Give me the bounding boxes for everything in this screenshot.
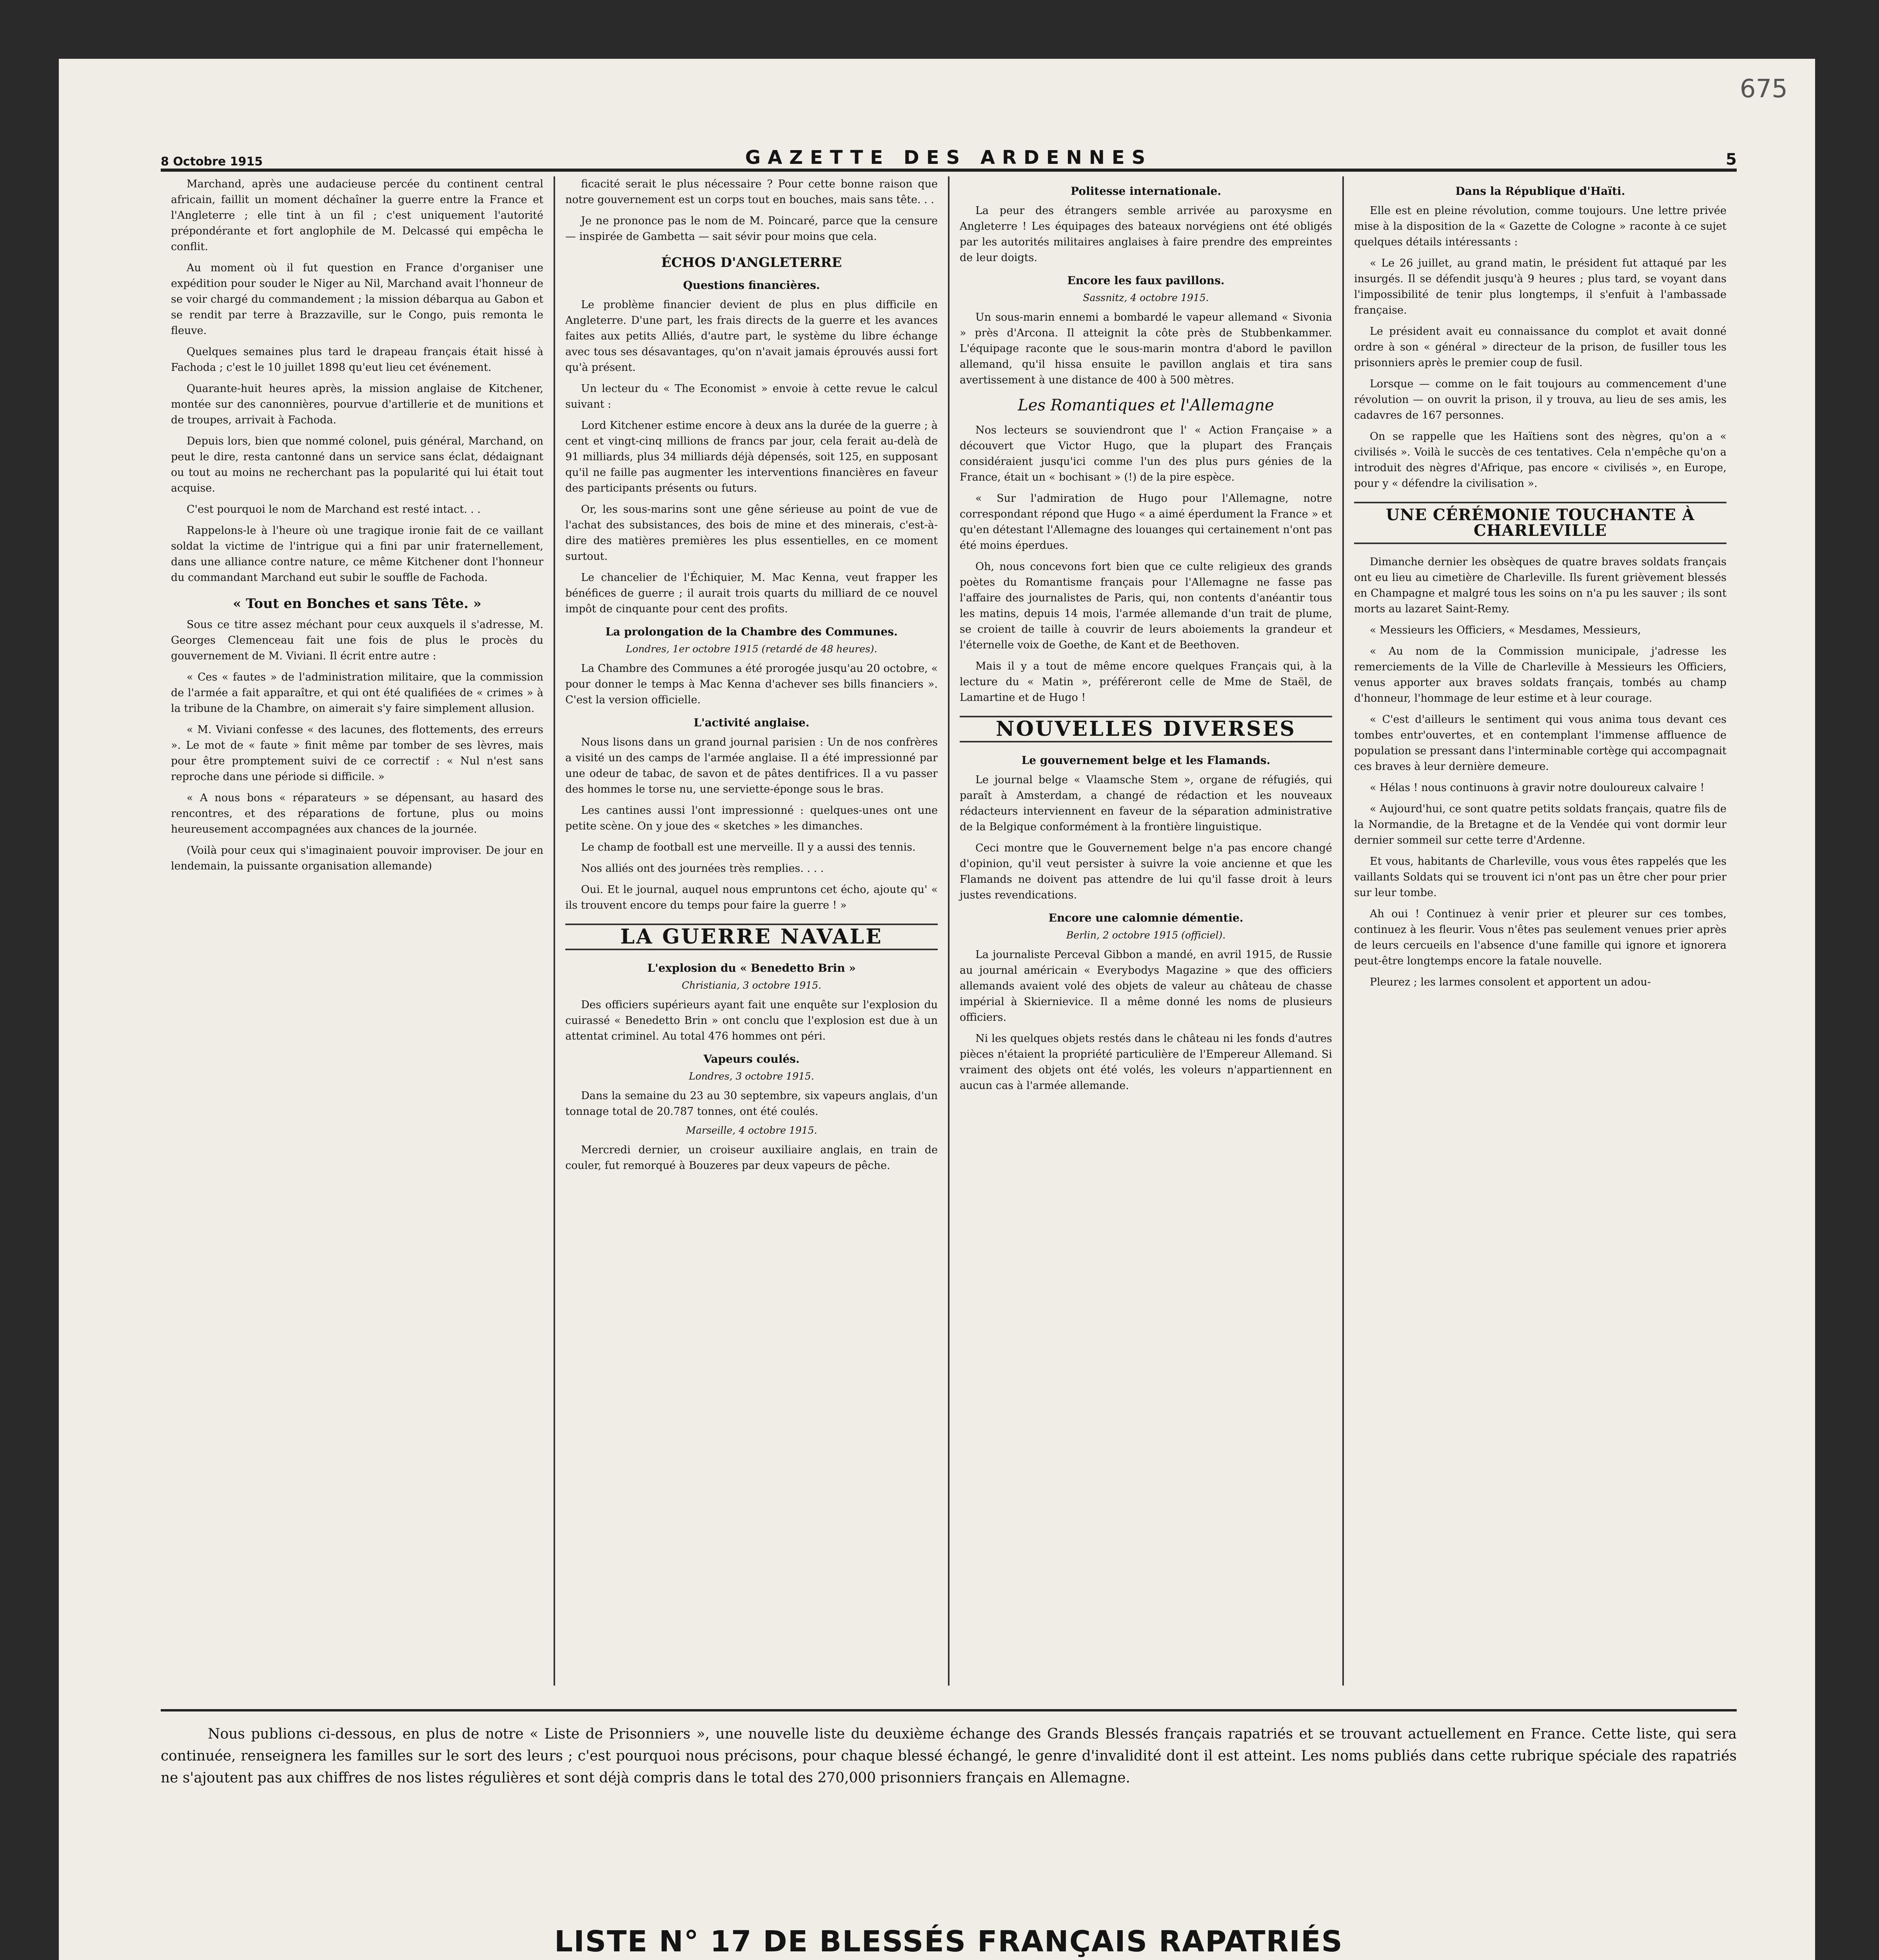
paragraph: Marchand, après une audacieuse percée du continent central africain, faillit un moment déchaîner la guerre entre la France et l'Angleterre ; elle tint à un fil ; c'est uniquement l'autorité prépondérante et fort anglophile de M. Delcassé qui empêcha le conflit. xyxy=(171,178,543,253)
paragraph: Depuis lors, bien que nommé colonel, puis général, Marchand, on peut le dire, resta cantonné dans un service sans éclat, dédaignant ou tout au moins ne recherchant pas la popularité qui lui était tout acquise. xyxy=(171,435,543,494)
paragraph: « Messieurs les Officiers, « Mesdames, Messieurs, xyxy=(1370,624,1641,636)
paragraph: Pleurez ; les larmes consolent et apportent un adou- xyxy=(1370,976,1651,988)
section-banner: NOUVELLES DIVERSES xyxy=(960,716,1332,742)
dateline: Christiania, 3 octobre 1915. xyxy=(681,980,822,991)
dateline: Londres, 3 octobre 1915. xyxy=(689,1071,814,1082)
paragraph: Quarante-huit heures après, la mission anglaise de Kitchener, montée sur des canonnières, pourvue d'artillerie et de munitions et de troupes, arrivait à Fachoda. xyxy=(171,383,543,426)
paragraph: Lord Kitchener estime encore à deux ans la durée de la guerre ; à cent et vingt-cinq millions de francs par jour, cela ferait au-delà de 91 milliards, plus 34 milliards déjà dépensés, soit 125, en supposant qu'il ne faille pas augmenter les interventions financières en faveur des participants présents ou futurs. xyxy=(565,419,938,494)
subheadline: L'activité anglaise. xyxy=(694,716,810,729)
paragraph: Des officiers supérieurs ayant fait une enquête sur l'explosion du cuirassé « Benedetto Brin » ont conclu que l'explosion est due à un attentat criminel. Au total 476 hommes ont péri. xyxy=(565,999,938,1042)
subheadline: Encore les faux pavillons. xyxy=(1067,274,1225,287)
paragraph: Dimanche dernier les obsèques de quatre braves soldats français ont eu lieu au cimetière de Charleville. Ils furent grièvement blessés en Champagne et malgré tous les soins on n'a pu les sauver ; ils sont morts au lazaret Saint-Remy. xyxy=(1354,556,1727,615)
paragraph: Nos alliés ont des journées très remplies. . . . xyxy=(581,862,824,875)
paragraph: Dans la semaine du 23 au 30 septembre, six vapeurs anglais, d'un tonnage total de 20.787 tonnes, ont été coulés. xyxy=(565,1090,938,1118)
handwritten-folio: 675 xyxy=(1739,74,1788,103)
paragraph: « C'est d'ailleurs le sentiment qui vous anima tous devant ces tombes entr'ouvertes, et en contemplant l'immense affluence de population se pressant dans l'interminable cortège qui accompagnait ces braves à leur dernière demeure. xyxy=(1354,713,1727,773)
paragraph: Le chancelier de l'Échiquier, M. Mac Kenna, veut frapper les bénéfices de guerre ; il aurait trois quarts du milliard de ce nouvel impôt de cinquante pour cent des profits. xyxy=(565,572,938,615)
paragraph: Lorsque — comme on le fait toujours au commencement d'une révolution — on ouvrit la prison, il y trouva, au lieu de ses amis, les cadavres de 167 personnes. xyxy=(1354,378,1727,421)
paragraph: « M. Viviani confesse « des lacunes, des flottements, des erreurs ». Le mot de « faute » finit même par tomber de ses lèvres, mais pour être promptement suivi de ce correctif : « Nul n'est sans reproche dans une période si difficile. » xyxy=(171,724,543,783)
paragraph: Or, les sous-marins sont une gêne sérieuse au point de vue de l'achat des subsistances, des bois de mine et des minerais, c'est-à-dire des matières premières les plus essentielles, en ce moment surtout. xyxy=(565,503,938,563)
paragraph: (Voilà pour ceux qui s'imaginaient pouvoir improviser. De jour en lendemain, la puissante organisation allemande) xyxy=(171,844,543,872)
paragraph: Au moment où il fut question en France d'organiser une expédition pour souder le Niger au Nil, Marchand avait l'honneur de se voir chargé du commandement ; la mission débarqua au Gabon et se rendit par terre à Brazzaville, sur le Congo, puis remonta le fleuve. xyxy=(171,262,543,337)
paragraph: Nos lecteurs se souviendront que l' « Action Française » a découvert que Victor Hugo, que la plupart des Français considéraient jusqu'ici comme l'un des plus purs génies de la France, était un « bochisant » (!) de la pire espèce. xyxy=(960,424,1332,483)
paragraph: Nous lisons dans un grand journal parisien : Un de nos confrères a visité un des camps de l'armée anglaise. Il a été impressionné par une odeur de tabac, de savon et de pâtes dentifrices. Il a vu passer des hommes le torse nu, une serviette-éponge sous le bras. xyxy=(565,736,938,795)
paragraph: Rappelons-le à l'heure où une tragique ironie fait de ce vaillant soldat la victime de l'intrigue qui a fini par unir fraternellement, dans une alliance contre nature, ce même Kitchener dont l'honneur du commandant Marchand eut subir le souffle de Fachoda. xyxy=(171,524,543,584)
paragraph: Elle est en pleine révolution, comme toujours. Une lettre privée mise à la disposition de la « Gazette de Cologne » raconte à ce sujet quelques détails intéressants : xyxy=(1354,205,1727,248)
paragraph: Ni les quelques objets restés dans le château ni les fonds d'autres pièces n'étaient la propriété particulière de l'Empereur Allemand. Si vraiment des objets ont été volés, les voleurs n'appartiennent en aucun cas à l'armée allemande. xyxy=(960,1033,1332,1092)
paragraph: Sous ce titre assez méchant pour ceux auxquels il s'adresse, M. Georges Clemenceau fait une fois de plus le procès du gouvernement de M. Viviani. Il écrit entre autre : xyxy=(171,619,543,662)
dateline: Sassnitz, 4 octobre 1915. xyxy=(1083,292,1209,303)
paragraph: La journaliste Perceval Gibbon a mandé, en avril 1915, de Russie au journal américain « Everybodys Magazine » que des officiers allemands avaient volé des objets de valeur au château de chasse impérial à Skiernievice. Il a même donné les noms de plusieurs officiers. xyxy=(960,949,1332,1024)
paragraph: C'est pourquoi le nom de Marchand est resté intact. . . xyxy=(187,503,481,515)
paragraph: Les cantines aussi l'ont impressionné : quelques-unes ont une petite scène. On y joue des « sketches » les dimanches. xyxy=(565,804,938,832)
paragraph: Mercredi dernier, un croiseur auxiliaire anglais, en train de couler, fut remorqué à Bouzeres par deux vapeurs de pêche. xyxy=(565,1144,938,1172)
headline: ÉCHOS D'ANGLETERRE xyxy=(661,255,842,270)
paragraph: Ceci montre que le Gouvernement belge n'a pas encore changé d'opinion, qu'il veut persister à suivre la voie ancienne et que les Flamands ne doivent pas attendre de lui qu'il fasse droit à leurs justes revendications. xyxy=(960,842,1332,901)
masthead: GAZETTE DES ARDENNES xyxy=(745,147,1153,169)
dateline: Londres, 1er octobre 1915 (retardé de 48 heures). xyxy=(626,643,877,655)
column-3 xyxy=(949,176,1344,1686)
subheadline: L'explosion du « Benedetto Brin » xyxy=(647,962,856,975)
column-1 xyxy=(161,176,555,1686)
paragraph: Oh, nous concevons fort bien que ce culte religieux des grands poètes du Romantisme français pour l'Allemagne ne fasse pas l'affaire des journalistes de Paris, qui, non contents d'anéantir tous les matins, depuis 14 mois, l'armée allemande d'un trait de plume, se croient de taille à couvrir de leurs aboiements la grandeur et l'éternelle voix de Goethe, de Kant et de Beethoven. xyxy=(960,561,1332,651)
article-columns xyxy=(161,176,1737,1686)
paragraph: La Chambre des Communes a été prorogée jusqu'au 20 octobre, « pour donner le temps à Mac Kenna d'achever ses bills financiers ». C'est la version officielle. xyxy=(565,662,938,706)
paragraph: Quelques semaines plus tard le drapeau français était hissé à Fachoda ; c'est le 10 juillet 1898 qu'eut lieu cet événement. xyxy=(171,346,543,374)
header-date: 8 Octobre 1915 xyxy=(161,155,263,169)
subheadline: Encore une calomnie démentie. xyxy=(1048,911,1244,924)
headline: « Tout en Bonches et sans Tête. » xyxy=(232,596,482,612)
subheadline: Questions financières. xyxy=(683,279,820,292)
section-title: Les Romantiques et l'Allemagne xyxy=(1018,396,1274,414)
page-number: 5 xyxy=(1726,151,1737,169)
paragraph: « A nous bons « réparateurs » se dépensant, au hasard des rencontres, et des réparations de fortune, plus ou moins heureusement accompagnées aux chances de la journée. xyxy=(171,792,543,835)
paragraph: Ah oui ! Continuez à venir prier et pleurer sur ces tombes, continuez à les fleurir. Vous n'êtes pas seulement venues prier après de leurs cercueils en l'absence d'une famille qui ignore et ignorera peut-être longtemps encore la fatale nouvelle. xyxy=(1354,908,1727,967)
paragraph: « Le 26 juillet, au grand matin, le président fut attaqué par les insurgés. Il se défendit jusqu'à 9 heures ; plus tard, se voyant dans l'impossibilité de tenir plus longtemps, il s'enfuit à l'ambassade française. xyxy=(1354,257,1727,316)
section-banner: LA GUERRE NAVALE xyxy=(565,924,938,950)
list-title: LISTE N° 17 DE BLESSÉS FRANÇAIS RAPATRIÉS xyxy=(554,1925,1343,1958)
dateline: Berlin, 2 octobre 1915 (officiel). xyxy=(1066,929,1226,941)
paragraph: Le champ de football est une merveille. Il y a aussi des tennis. xyxy=(581,841,916,853)
paragraph: Un sous-marin ennemi a bombardé le vapeur allemand « Sivonia » près d'Arcona. Il atteignit la côte près de Stubbenkammer. L'équipage raconte que le sous-marin montra d'abord le pavillon allemand, qu'il hissa ensuite le pavillon anglais et tira sans avertissement à une distance de 400 à 500 mètres. xyxy=(960,311,1332,386)
newspaper-page xyxy=(59,59,1815,1960)
paragraph: Un lecteur du « The Economist » envoie à cette revue le calcul suivant : xyxy=(565,383,938,410)
paragraph: « Hélas ! nous continuons à gravir notre douloureux calvaire ! xyxy=(1370,782,1705,794)
paragraph: Mais il y a tout de même encore quelques Français qui, à la lecture du « Matin », préféreront celle de Mme de Staël, de Lamartine et de Hugo ! xyxy=(960,660,1332,704)
subheadline: Vapeurs coulés. xyxy=(703,1053,800,1065)
paragraph: Je ne prononce pas le nom de M. Poincaré, parce que la censure — inspirée de Gambetta — sait sévir pour moins que cela. xyxy=(565,215,938,243)
paragraph: « Aujourd'hui, ce sont quatre petits soldats français, quatre fils de la Normandie, de la Bretagne et de la Vendée qui vont dormir leur dernier sommeil sur cette terre d'Ardenne. xyxy=(1354,803,1727,846)
paragraph: La peur des étrangers semble arrivée au paroxysme en Angleterre ! Les équipages des bateaux norvégiens ont été obligés par les autorités militaires anglaises à faire prendre des empreintes de leur doigts. xyxy=(960,205,1332,264)
paragraph: ficacité serait le plus nécessaire ? Pour cette bonne raison que notre gouvernement est un corps tout en bouches, mais sans tête. . . xyxy=(565,178,938,206)
paragraph: Le journal belge « Vlaamsche Stem », organe de réfugiés, qui paraît à Amsterdam, a changé de rédaction et les nouveaux rédacteurs interviennent en faveur de la séparation administrative de la Belgique conformément à la frontière linguistique. xyxy=(960,774,1332,833)
page-header xyxy=(161,131,1737,172)
paragraph: « Au nom de la Commission municipale, j'adresse les remerciements de la Ville de Charleville à Messieurs les Officiers, venus apporter aux braves soldats français, tombés au champ d'honneur, l'hommage de leur estime et à leur courage. xyxy=(1354,645,1727,704)
column-2 xyxy=(555,176,949,1686)
paragraph: Et vous, habitants de Charleville, vous vous êtes rappelés que les vaillants Soldats qui se trouvent ici n'ont pas un être cher pour prier sur leur tombe. xyxy=(1354,855,1727,899)
subheadline: Le gouvernement belge et les Flamands. xyxy=(1021,754,1271,767)
subheadline: La prolongation de la Chambre des Communes. xyxy=(605,625,898,638)
paragraph: Le problème financier devient de plus en plus difficile en Angleterre. D'une part, les frais directs de la guerre et les avances faites aux petits Alliés, d'autre part, le système du libre échange avec tous ses désavantages, qu'on n'avait jamais éprouvés aussi fort qu'à présent. xyxy=(565,299,938,374)
paragraph: Le président avait eu connaissance du complot et avait donné ordre à son « général » directeur de la prison, de fusiller tous les prisonniers après le premier coup de fusil. xyxy=(1354,325,1727,369)
repatriation-notice xyxy=(161,1709,1737,1913)
notice-text: Nous publions ci-dessous, en plus de notre « Liste de Prisonniers », une nouvelle liste du deuxième échange des Grands Blessés français rapatriés et se trouvant actuellement en France. Cette liste, qui sera continuée, renseignera les familles sur le sort des leurs ; c'est pourquoi nous précisons, pour chaque blessé échangé, le genre d'invalidité dont il est atteint. Les noms publiés dans cette rubrique spéciale des rapatriés ne s'ajoutent pas aux chiffres de nos listes régulières et sont déjà compris dans le total des 270,000 prisonniers français en Allemagne. xyxy=(161,1726,1737,1786)
section-banner: UNE CÉRÉMONIE TOUCHANTE À CHARLEVILLE xyxy=(1354,502,1727,544)
paragraph: « Ces « fautes » de l'administration militaire, que la commission de l'armée a fait apparaître, et qui ont été qualifiées de « crimes » à la tribune de la Chambre, on aimerait s'y faire simplement allusion. xyxy=(171,671,543,715)
dateline: Marseille, 4 octobre 1915. xyxy=(686,1125,817,1136)
paragraph: On se rappelle que les Haïtiens sont des nègres, qu'on a « civilisés ». Voilà le succès de ces tentatives. Cela n'empêche qu'on a introduit des nègres d'Afrique, pas encore « civilisés », en Europe, pour y « défendre la civilisation ». xyxy=(1354,430,1727,490)
paragraph: « Sur l'admiration de Hugo pour l'Allemagne, notre correspondant répond que Hugo « a aimé éperdument la France » et qu'en détestant l'Allemagne des louanges qui certainement n'ont pas été moins éperdues. xyxy=(960,492,1332,552)
column-4 xyxy=(1344,176,1737,1686)
subheadline: Politesse internationale. xyxy=(1070,185,1222,198)
subheadline: Dans la République d'Haïti. xyxy=(1455,185,1625,198)
paragraph: Oui. Et le journal, auquel nous empruntons cet écho, ajoute qu' « ils trouvent encore du temps pour faire la guerre ! » xyxy=(565,884,938,911)
